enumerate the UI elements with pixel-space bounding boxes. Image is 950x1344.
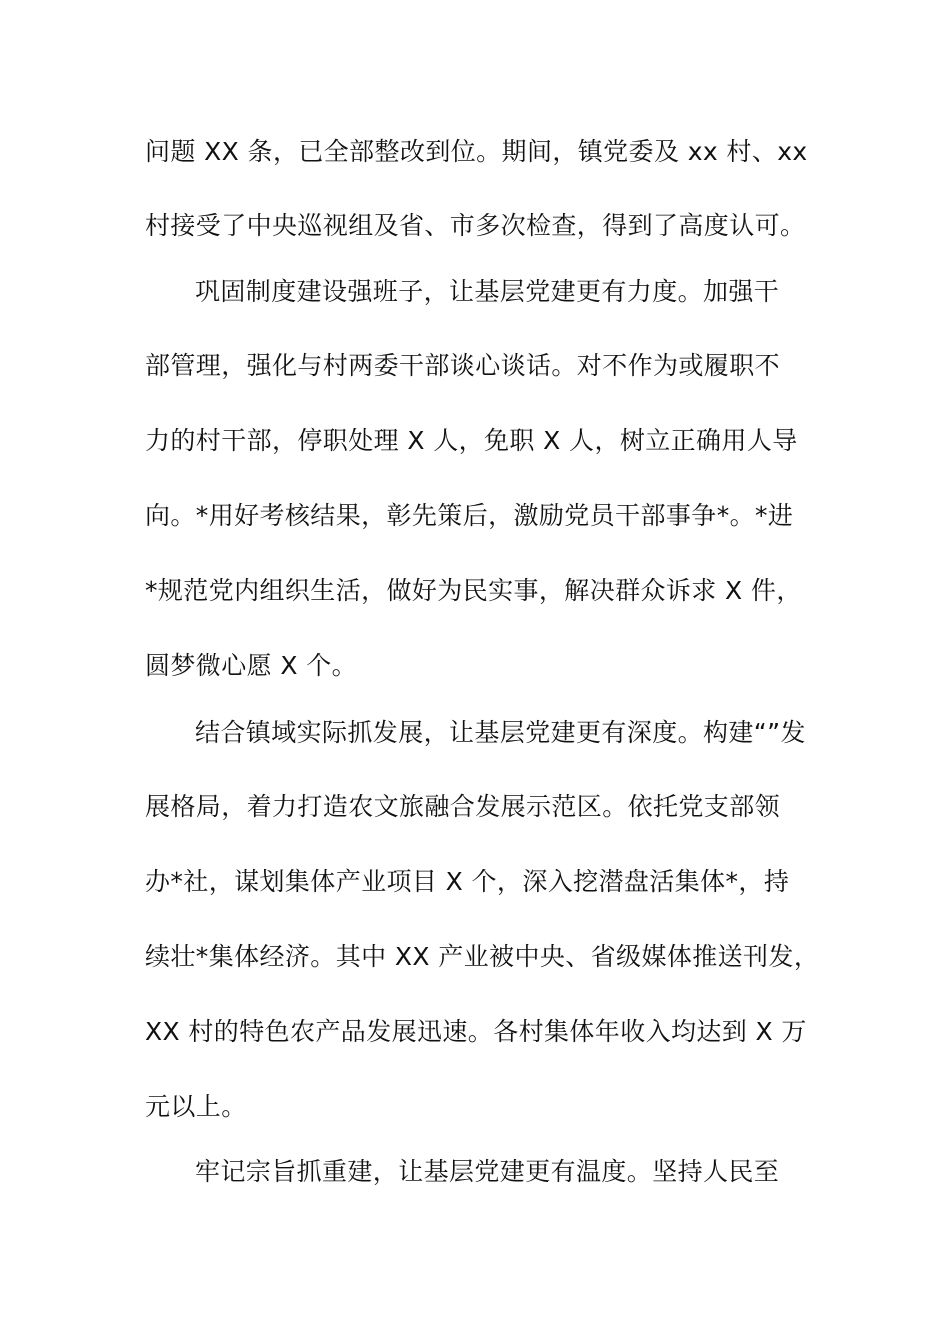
text-line-14: 元以上。 [145,1092,247,1121]
paragraph-heading-line: 巩固制度建设强班子，让基层党建更有力度。加强干 [195,277,780,306]
text-line-7: *规范党内组织生活，做好为民实事，解决群众诉求 X 件， [145,576,802,605]
text-line-11: 办*社，谋划集体产业项目 X 个，深入挖潜盘活集体*，持 [145,867,790,896]
text-line-10: 展格局，着力打造农文旅融合发展示范区。依托党支部领 [145,792,781,821]
text-line-4: 部管理，强化与村两委干部谈心谈话。对不作为或履职不 [145,351,781,380]
text-line-1: 问题 XX 条，已全部整改到位。期间，镇党委及 xx 村、xx [145,137,808,166]
text-line-12: 续壮*集体经济。其中 XX 产业被中央、省级媒体推送刊发， [145,942,820,971]
paragraph-heading-line: 牢记宗旨抓重建，让基层党建更有温度。坚持人民至 [195,1157,780,1186]
text-line-8: 圆梦微心愿 X 个。 [145,651,358,680]
text-line-5: 力的村干部，停职处理 X 人，免职 X 人，树立正确用人导 [145,426,798,455]
text-line-2: 村接受了中央巡视组及省、市多次检查，得到了高度认可。 [145,211,806,240]
paragraph-heading-line: 结合镇域实际抓发展，让基层党建更有深度。构建“”发 [195,718,806,747]
text-line-6: 向。*用好考核结果，彰先策后，激励党员干部事争*。*进 [145,501,794,530]
text-line-13: XX 村的特色农产品发展迅速。各村集体年收入均达到 X 万 [145,1017,807,1046]
